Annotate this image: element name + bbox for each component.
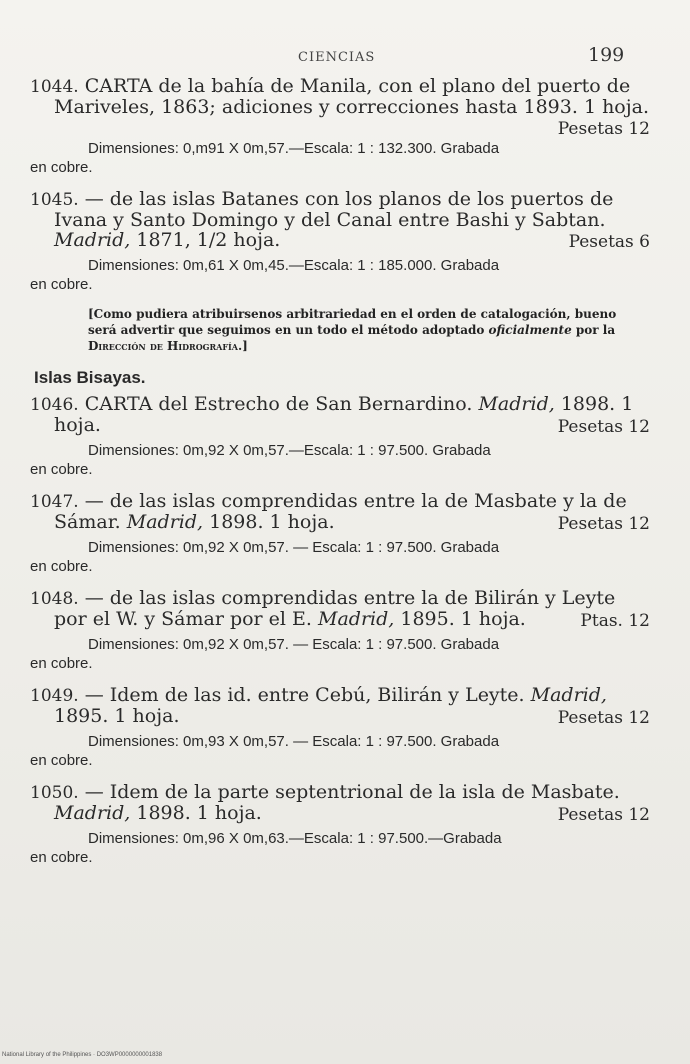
- entry-text: — de las islas Batanes con los planos de los puertos de Ivana y Santo Domingo y del Canal entre Bashi y Sabtan.: [54, 188, 614, 231]
- entry-place: Madrid,: [54, 229, 131, 251]
- entry-text: — de las islas comprendidas entre la de Masbate y la de Sámar.: [54, 490, 627, 533]
- page-header: [0, 44, 690, 72]
- entry-number: 1049.: [30, 686, 79, 706]
- entry-price: Pesetas 12: [557, 805, 650, 825]
- catalog-entry: [30, 685, 650, 770]
- dimensions-continuation: en cobre.: [30, 159, 93, 176]
- dimensions-line: Dimensiones: 0m,92 X 0m,57.—Escala: 1 : 97.500. Grabada: [88, 442, 491, 459]
- entry-price: Pesetas 12: [557, 417, 650, 437]
- entry-place: Madrid,: [530, 684, 607, 706]
- catalog-entry: [30, 588, 650, 673]
- dimensions-continuation: en cobre.: [30, 752, 93, 769]
- entry-text: — Idem de la parte septentrional de la isla de Masbate.: [78, 781, 620, 803]
- entry-dimensions: [30, 441, 650, 479]
- entry-dimensions: [30, 829, 650, 867]
- note-italic: oficialmente: [488, 323, 572, 337]
- dimensions-continuation: en cobre.: [30, 461, 93, 478]
- entry-number: 1045.: [30, 190, 79, 210]
- entry-heading: [30, 394, 650, 435]
- dimensions-continuation: en cobre.: [30, 849, 93, 866]
- entry-heading: [30, 75, 650, 139]
- entry-place: Madrid,: [54, 802, 131, 824]
- catalog-entry: [30, 76, 650, 177]
- entry-text: CARTA del Estrecho de San Bernardino.: [78, 393, 479, 415]
- note-agency: Dirección de Hidrografía: [88, 339, 238, 353]
- note-text-2: por la: [571, 323, 616, 337]
- entry-number: 1044.: [30, 77, 79, 97]
- entry-heading: [30, 189, 650, 250]
- page-number: 199: [588, 44, 625, 66]
- entry-heading: [30, 685, 650, 726]
- catalog-entry: [30, 189, 650, 294]
- scan-credit: National Library of the Philippines · DO3WP0000000001838: [2, 1052, 163, 1058]
- entry-text: CARTA de la bahía de Manila, con el plano del puerto de Mariveles, 1863; adiciones y correcciones hasta 1893. 1 hoja.: [54, 75, 650, 118]
- entry-place: Madrid,: [478, 393, 555, 415]
- entry-place: Madrid,: [318, 608, 395, 630]
- entry-tail: 1895. 1 hoja.: [54, 705, 180, 727]
- entry-text: — de las islas comprendidas entre la de Bilirán y Leyte por el W. y Sámar por el E.: [54, 587, 616, 630]
- entry-tail: 1871, 1/2 hoja.: [130, 229, 281, 251]
- entry-heading: [30, 491, 650, 532]
- entry-tail: 1898. 1 hoja.: [54, 393, 634, 436]
- entry-price: Pesetas 12: [557, 514, 650, 534]
- entry-place: Madrid,: [126, 511, 204, 533]
- running-title: CIENCIAS: [298, 50, 376, 65]
- entry-dimensions: [30, 732, 650, 770]
- entry-number: 1048.: [30, 589, 79, 609]
- dimensions-line: Dimensiones: 0m,93 X 0m,57. — Escala: 1 : 97.500. Grabada: [88, 733, 500, 750]
- note-text: [Como pudiera atribuirsenos arbitrariedad en el orden de catalogación, bueno será advertir que seguimos en un todo el método adoptado: [88, 307, 617, 337]
- dimensions-line: Dimensiones: 0m,61 X 0m,45.—Escala: 1 : 185.000. Grabada: [88, 257, 500, 274]
- catalog-entry: [30, 394, 650, 479]
- entry-price: Pesetas 12: [557, 708, 650, 728]
- entry-price: Ptas. 12: [580, 611, 650, 631]
- catalog-entry: [30, 782, 650, 867]
- dimensions-continuation: en cobre.: [30, 655, 93, 672]
- catalog-entry: [30, 491, 650, 576]
- entry-tail: 1898. 1 hoja.: [203, 511, 335, 533]
- entry-dimensions: [30, 538, 650, 576]
- entry-number: 1047.: [30, 492, 79, 512]
- dimensions-continuation: en cobre.: [30, 276, 93, 293]
- entry-number: 1050.: [30, 783, 79, 803]
- dimensions-line: Dimensiones: 0,m91 X 0m,57.—Escala: 1 : 132.300. Grabada: [88, 140, 500, 157]
- note-text-3: .]: [238, 339, 248, 353]
- entry-dimensions: [30, 256, 650, 294]
- dimensions-line: Dimensiones: 0m,96 X 0m,63.—Escala: 1 : 97.500.—Grabada: [88, 830, 502, 847]
- editorial-note: [88, 306, 638, 354]
- dimensions-continuation: en cobre.: [30, 558, 93, 575]
- entry-price: Pesetas 12: [557, 119, 650, 139]
- entry-text: — Idem de las id. entre Cebú, Bilirán y Leyte.: [78, 684, 531, 706]
- dimensions-line: Dimensiones: 0m,92 X 0m,57. — Escala: 1 : 97.500. Grabada: [88, 539, 500, 556]
- entry-heading: [30, 588, 650, 629]
- dimensions-line: Dimensiones: 0m,92 X 0m,57. — Escala: 1 : 97.500. Grabada: [88, 636, 500, 653]
- entry-dimensions: [30, 139, 650, 177]
- catalog-entries: [30, 76, 650, 879]
- entry-dimensions: [30, 635, 650, 673]
- entry-tail: 1898. 1 hoja.: [130, 802, 262, 824]
- entry-price: Pesetas 6: [568, 232, 650, 252]
- entry-tail: 1895. 1 hoja.: [394, 608, 526, 630]
- entry-number: 1046.: [30, 395, 79, 415]
- entry-heading: [30, 782, 650, 823]
- section-title: Islas Bisayas.: [34, 368, 146, 387]
